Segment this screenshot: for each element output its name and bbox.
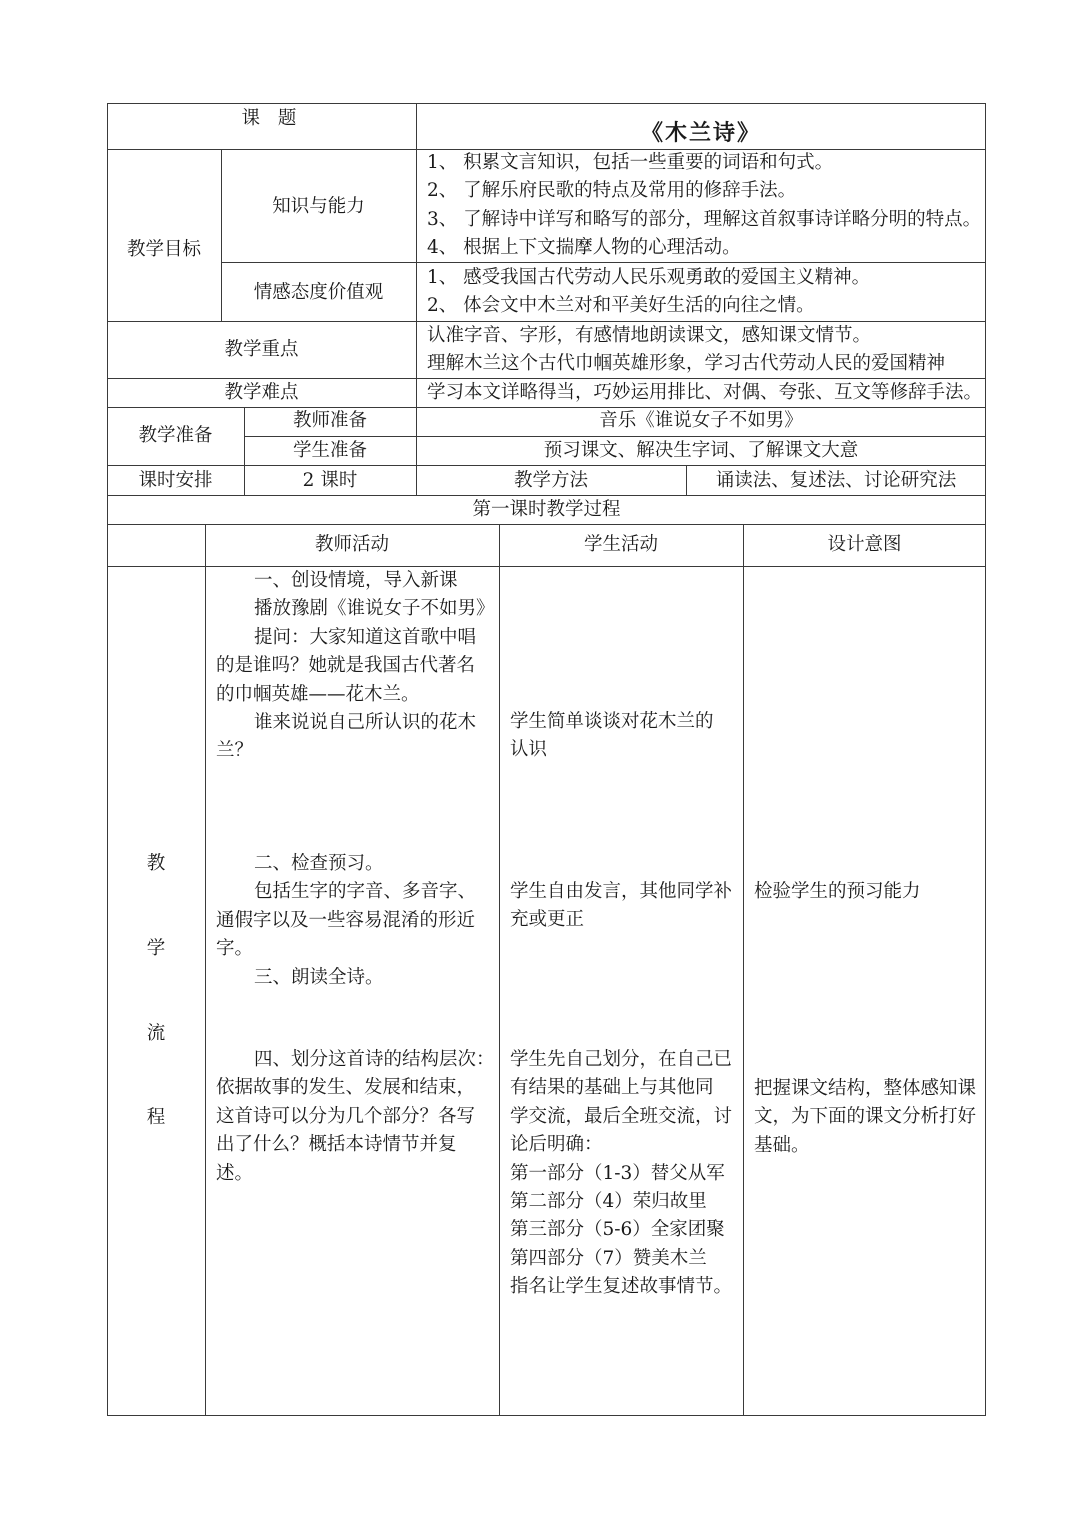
- teacher-line: 谁来说说自己所认识的花木: [254, 712, 477, 734]
- method-label: 教学方法: [513, 470, 588, 491]
- process-side-char: 程: [146, 1107, 166, 1128]
- student-line: 有结果的基础上与其他同: [510, 1077, 714, 1099]
- column-header-teacher: 教师活动: [314, 534, 389, 555]
- keypoints-label: 教学重点: [224, 339, 299, 360]
- teacher-line: 出了什么？概括本诗情节并复: [216, 1134, 457, 1156]
- column-header-student: 学生活动: [583, 534, 658, 555]
- teacher-line: 这首诗可以分为几个部分？各写: [216, 1105, 476, 1127]
- intent-line: 文，为下面的课文分析打好: [754, 1106, 977, 1128]
- student-prep-label: 学生准备: [292, 440, 367, 461]
- keypoint-item: 理解木兰这个古代巾帼英雄形象，学习古代劳动人民的爱国精神: [427, 353, 946, 375]
- column-header-intent: 设计意图: [827, 534, 902, 555]
- teacher-line: 的是谁吗？她就是我国古代著名: [216, 655, 476, 677]
- teacher-section-intro: [216, 567, 498, 766]
- teacher-section-preview: [216, 850, 498, 992]
- student-section-preview: [510, 878, 742, 935]
- student-line: 论后明确：: [510, 1134, 603, 1156]
- process-side-char: 学: [146, 938, 166, 959]
- keypoint-item: 认准字音、字形，有感情地朗读课文，感知课文情节。: [427, 325, 872, 346]
- student-line: 认识: [510, 739, 548, 761]
- teacher-line: 一、创设情境，导入新课: [254, 570, 458, 591]
- intent-section-structure: [754, 1075, 984, 1160]
- knowledge-label: 知识与能力: [272, 196, 365, 217]
- difficulties-value: 学习本文详略得当，巧妙运用排比、对偶、夸张、互文等修辞手法。: [427, 382, 983, 403]
- emotion-item: 1、 感受我国古代劳动人民乐观勇敢的爱国主义精神。: [427, 267, 871, 288]
- student-line: 指名让学生复述故事情节。: [510, 1276, 733, 1298]
- teacher-line: 播放豫剧《谁说女子不如男》: [254, 598, 495, 620]
- knowledge-item: 3、 了解诗中详写和略写的部分，理解这首叙事诗详略分明的特点。: [427, 208, 982, 230]
- knowledge-list: [427, 149, 983, 263]
- student-section-structure: [510, 1046, 742, 1302]
- teacher-line: 兰？: [216, 740, 254, 762]
- teacher-prep-value: 音乐《谁说女子不如男》: [599, 410, 803, 431]
- rule-process-teacher: [499, 524, 500, 1416]
- intent-line: 基础。: [754, 1134, 810, 1156]
- student-line: 充或更正: [510, 909, 585, 931]
- knowledge-item: 1、 积累文言知识，包括一些重要的词语和句式。: [427, 152, 834, 173]
- teacher-line: 包括生字的字音、多音字、: [254, 881, 477, 903]
- emotion-item: 2、 体会文中木兰对和平美好生活的向往之情。: [427, 295, 815, 317]
- schedule-value: 2 课时: [302, 470, 358, 491]
- teacher-line: 依据故事的发生、发展和结束，: [216, 1077, 476, 1099]
- student-line: 第一部分（1-3）替父从军: [510, 1162, 725, 1184]
- topic-label: 课 题: [241, 108, 303, 129]
- rule-label-split: [416, 103, 417, 408]
- teacher-line: 二、检查预习。: [254, 853, 384, 874]
- method-value: 诵读法、复述法、讨论研究法: [715, 470, 957, 491]
- student-line: 学生自由发言，其他同学补: [510, 881, 733, 902]
- student-line: 第三部分（5-6）全家团聚: [510, 1219, 725, 1241]
- schedule-label: 课时安排: [138, 470, 213, 491]
- teacher-line: 四、划分这首诗的结构层次：: [254, 1049, 495, 1070]
- rule-prep-bottom: [107, 465, 986, 466]
- teacher-line: 通假字以及一些容易混淆的形近: [216, 909, 476, 931]
- emotion-list: [427, 264, 983, 321]
- rule-process-side: [205, 524, 206, 1416]
- teacher-line: 提问：大家知道这首歌中唱: [254, 626, 477, 648]
- knowledge-item: 4、 根据上下文揣摩人物的心理活动。: [427, 237, 741, 259]
- student-line: 学交流，最后全班交流，讨: [510, 1105, 733, 1127]
- student-line: 学生先自己划分，在自己已: [510, 1049, 733, 1070]
- teacher-line: 字。: [216, 938, 254, 960]
- teacher-prep-label: 教师准备: [292, 410, 367, 431]
- rule-process-student: [743, 524, 744, 1416]
- preparation-label: 教学准备: [138, 425, 213, 446]
- student-line: 第四部分（7）赞美木兰: [510, 1247, 707, 1269]
- lesson-plan-table: [107, 103, 986, 1416]
- intent-section-preview: [754, 878, 984, 906]
- student-line: 学生简单谈谈对花木兰的: [510, 711, 714, 732]
- keypoints-list: [427, 322, 983, 379]
- rule-right: [985, 103, 986, 1416]
- knowledge-item: 2、 了解乐府民歌的特点及常用的修辞手法。: [427, 180, 797, 202]
- rule-left: [107, 103, 108, 1416]
- intent-line: 把握课文结构，整体感知课: [754, 1078, 977, 1099]
- difficulties-label: 教学难点: [224, 382, 299, 403]
- intent-line: 检验学生的预习能力: [754, 881, 921, 902]
- student-section-intro: [510, 708, 742, 765]
- teacher-line: 述。: [216, 1162, 254, 1184]
- teacher-line: 三、朗读全诗。: [254, 966, 384, 988]
- emotion-label: 情感态度价值观: [253, 282, 384, 303]
- student-line: 第二部分（4）荣归故里: [510, 1191, 707, 1213]
- rule-bottom: [107, 1415, 986, 1416]
- process-title: 第一课时教学过程: [472, 499, 621, 520]
- teacher-section-structure: [216, 1046, 498, 1188]
- process-side-char: 教: [146, 853, 166, 874]
- objectives-label: 教学目标: [126, 239, 201, 260]
- student-prep-value: 预习课文、解决生字词、了解课文大意: [543, 440, 859, 461]
- rule-top: [107, 103, 986, 104]
- rule-process-title-bottom: [107, 524, 986, 525]
- teacher-line: 的巾帼英雄——花木兰。: [216, 683, 420, 705]
- topic-value: 《木兰诗》: [640, 120, 761, 146]
- process-side-char: 流: [146, 1023, 166, 1044]
